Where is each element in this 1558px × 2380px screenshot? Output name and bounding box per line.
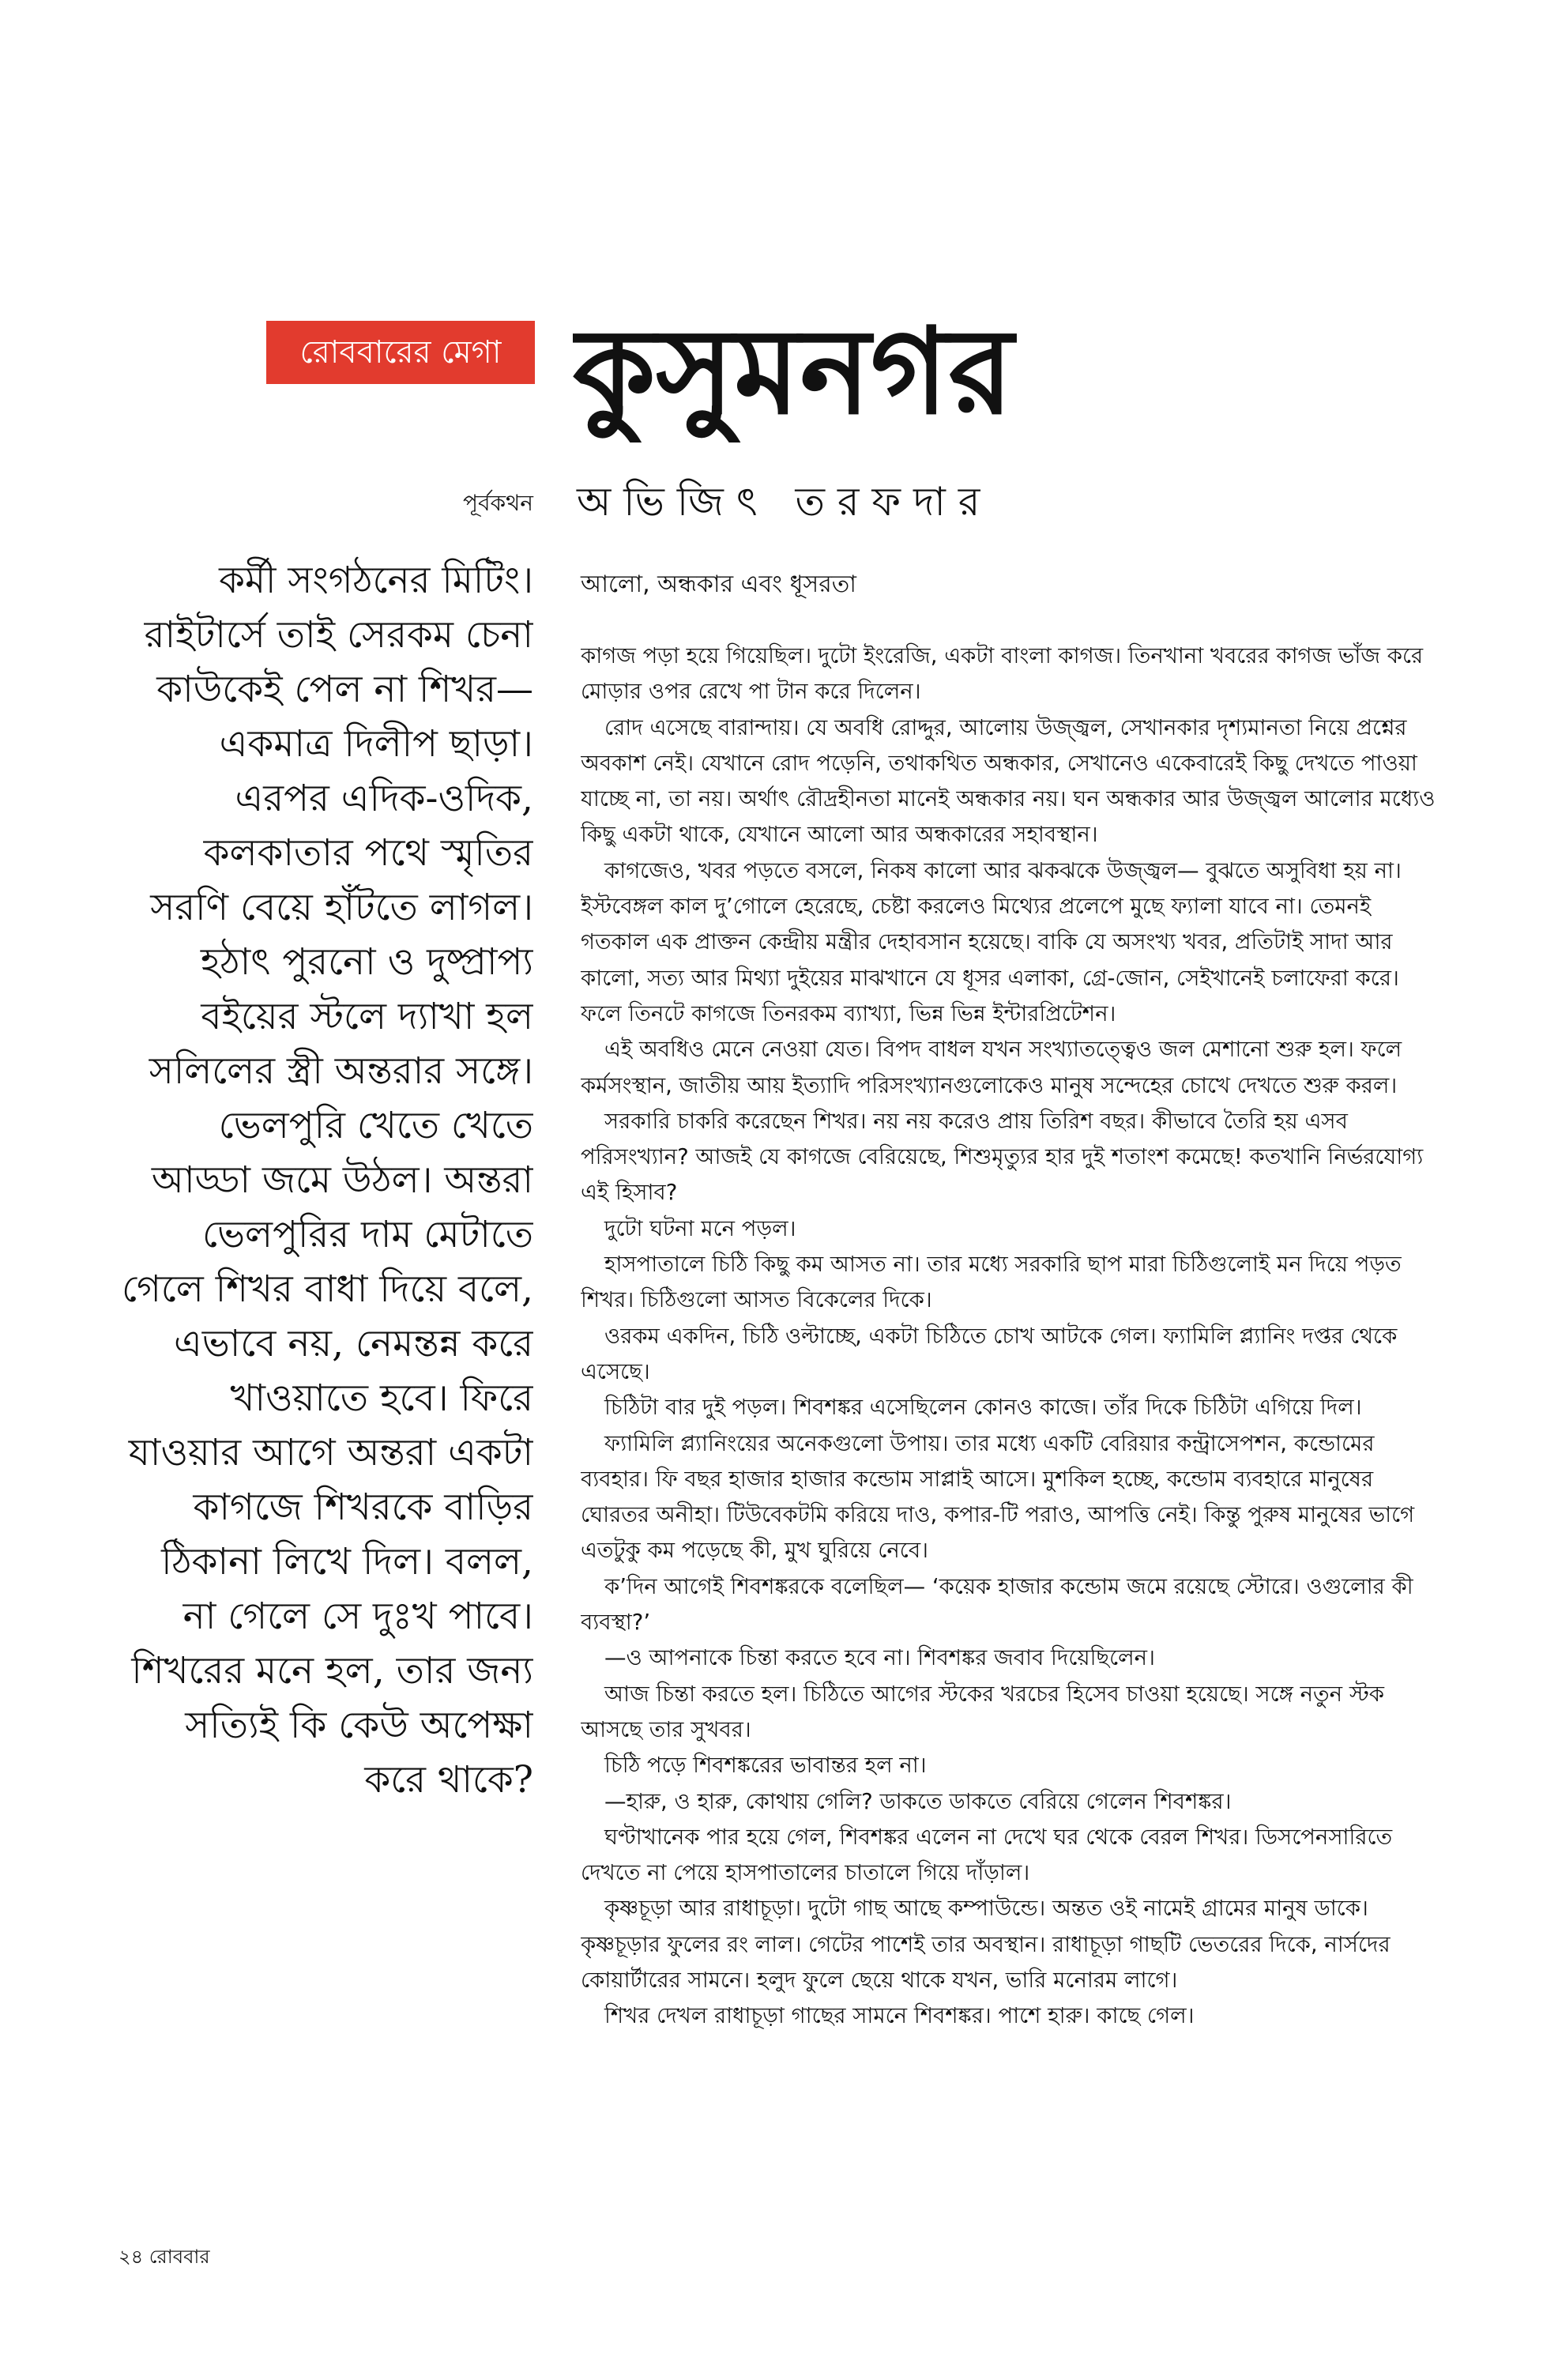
story-paragraph: আজ চিন্তা করতে হল। চিঠিতে আগের স্টকের খরচের হিসেব চাওয়া হয়েছে। সঙ্গে নতুন স্টক আসছে তার সুখবর। — [581, 1681, 1385, 1742]
story-paragraph: —ও আপনাকে চিন্তা করতে হবে না। শিবশঙ্কর জবাব দিয়েছিলেন। — [604, 1645, 1155, 1671]
story-paragraph: ফ্যামিলি প্ল্যানিংয়ের অনেকগুলো উপায়। তার মধ্যে একটি বেরিয়ার কন্ট্রাসেপশন, কন্ডোমের ব্যবহার। ফি বছর হাজার হাজার কন্ডোম সাপ্লাই আসে। মুশকিল হচ্ছে, কন্ডোম ব্যবহারে মানুষের ঘোরতর অনীহা। টিউবেকটমি করিয়ে দাও, কপার-টি পরাও, আপত্তি নেই। কিন্তু পুরুষ মানুষের ভাগে এতটুকু কম পড়েছে কী, মুখ ঘুরিয়ে নেবে। — [581, 1430, 1415, 1564]
story-paragraph: কৃষ্ণচূড়া আর রাধাচূড়া। দুটো গাছ আছে কম্পাউন্ডে। অন্তত ওই নামেই গ্রামের মানুষ ডাকে। কৃষ্ণচূড়ার ফুলের রং লাল। গেটের পাশেই তার অবস্থান। রাধাচূড়া গাছটি ভেতরের দিকে, নার্সদের কোয়ার্টারের সামনে। হলুদ ফুলে ছেয়ে থাকে যখন, ভারি মনোরম লাগে। — [581, 1896, 1391, 1993]
story-paragraph: —হারু, ও হারু, কোথায় গেলি? ডাকতে ডাকতে বেরিয়ে গেলেন শিবশঙ্কর। — [604, 1788, 1232, 1814]
story-paragraph: সরকারি চাকরি করেছেন শিখর। নয় নয় করেও প্রায় তিরিশ বছর। কীভাবে তৈরি হয় এসব পরিসংখ্যান? আজই যে কাগজে বেরিয়েছে, শিশুমৃত্যুর হার দুই শতাংশ কমেছে! কতখানি নির্ভরযোগ্য এই হিসাব? — [581, 1108, 1424, 1206]
story-paragraph: শিখর দেখল রাধাচূড়া গাছের সামনে শিবশঙ্কর। পাশে হারু। কাছে গেল। — [604, 2003, 1195, 2029]
story-title: কুসুমনগর — [573, 302, 1014, 441]
story-paragraph: চিঠি পড়ে শিবশঙ্করের ভাবান্তর হল না। — [604, 1753, 927, 1779]
story-paragraph: কাগজ পড়া হয়ে গিয়েছিল। দুটো ইংরেজি, একটা বাংলা কাগজ। তিনখানা খবরের কাগজ ভাঁজ করে মোড়ার ওপর রেখে পা টান করে দিলেন। — [581, 643, 1424, 705]
page-folio: ২৪ রোববার — [119, 2246, 210, 2268]
story-paragraph: দুটো ঘটনা মনে পড়ল। — [604, 1215, 796, 1241]
prologue-label: পূর্বকথন — [462, 490, 533, 516]
story-paragraph: এই অবধিও মেনে নেওয়া যেত। বিপদ বাধল যখন সংখ্যাতত্ত্বেও জল মেশানো শুরু হল। ফলে কর্মসংস্থান, জাতীয় আয় ইত্যাদি পরিসংখ্যানগুলোকেও মানুষ সন্দেহের চোখে দেখতে শুরু করল। — [581, 1037, 1402, 1098]
author-byline: অভিজিৎ তরফদার — [577, 479, 993, 525]
story-paragraph: হাসপাতালে চিঠি কিছু কম আসত না। তার মধ্যে সরকারি ছাপ মারা চিঠিগুলোই মন দিয়ে পড়ত শিখর। চিঠিগুলো আসত বিকেলের দিকে। — [581, 1252, 1402, 1313]
story-paragraph: ঘণ্টাখানেক পার হয়ে গেল, শিবশঙ্কর এলেন না দেখে ঘর থেকে বেরল শিখর। ডিসপেনসারিতে দেখতে না পেয়ে হাসপাতালের চাতালে গিয়ে দাঁড়াল। — [581, 1824, 1393, 1886]
story-paragraph: ওরকম একদিন, চিঠি ওল্টাচ্ছে, একটা চিঠিতে চোখ আটকে গেল। ফ্যামিলি প্ল্যানিং দপ্তর থেকে এসেছে। — [581, 1323, 1398, 1384]
story-paragraph: কাগজেও, খবর পড়তে বসলে, নিকষ কালো আর ঝকঝকে উজ্জ্বল— বুঝতে অসুবিধা হয় না। ইস্টবেঙ্গল কাল দু’গোলে হেরেছে, চেষ্টা করলেও মিথ্যের প্রলেপে মুছে ফ্যালা যাবে না। তেমনই গতকাল এক প্রাক্তন কেন্দ্রীয় মন্ত্রীর দেহাবসান হয়েছে। বাকি যে অসংখ্য খবর, প্রতিটাই সাদা আর কালো, সত্য আর মিথ্যা দুইয়ের মাঝখানে যে ধূসর এলাকা, গ্রে-জোন, সেইখানেই চলাফেরা করে। ফলে তিনটে কাগজে তিনরকম ব্যাখ্যা, ভিন্ন ভিন্ন ইন্টারপ্রিটেশন। — [581, 857, 1402, 1026]
story-body — [581, 638, 1443, 2211]
story-paragraph: চিঠিটা বার দুই পড়ল। শিবশঙ্কর এসেছিলেন কোনও কাজে। তাঁর দিকে চিঠিটা এগিয়ে দিল। — [604, 1395, 1362, 1421]
series-badge: রোববারের মেগা — [266, 321, 535, 384]
story-paragraph: রোদ এসেছে বারান্দায়। যে অবধি রোদ্দুর, আলোয় উজ্জ্বল, সেখানকার দৃশ্যমানতা নিয়ে প্রশ্নের অবকাশ নেই। যেখানে রোদ পড়েনি, তথাকথিত অন্ধকার, সেখানেও একেবারেই কিছু দেখতে পাওয়া যাচ্ছে না, তা নয়। অর্থাৎ রৌদ্রহীনতা মানেই অন্ধকার নয়। ঘন অন্ধকার আর উজ্জ্বল আলোর মধ্যেও কিছু একটা থাকে, যেখানে আলো আর অন্ধকারের সহাবস্থান। — [581, 714, 1436, 848]
section-heading: আলো, অন্ধকার এবং ধূসরতা — [581, 571, 856, 598]
prologue-pullquote: কর্মী সংগঠনের মিটিং। রাইটার্সে তাই সেরকম চেনা কাউকেই পেল না শিখর— একমাত্র দিলীপ ছাড়া। এরপর এদিক-ওদিক, কলকাতার পথে স্মৃতির সরণি বেয়ে হাঁটতে লাগল। হঠাৎ পুরনো ও দুষ্প্রাপ্য বইয়ের স্টলে দ্যাখা হল সলিলের স্ত্রী অন্তরার সঙ্গে। ভেলপুরি খেতে খেতে আড্ডা জমে উঠল। অন্তরা ভেলপুরির দাম মেটাতে গেলে শিখর বাধা দিয়ে বলে, এভাবে নয়, নেমন্তন্ন করে খাওয়াতে হবে। ফিরে যাওয়ার আগে অন্তরা একটা কাগজে শিখরকে বাড়ির ঠিকানা লিখে দিল। বলল, না গেলে সে দুঃখ পাবে। শিখরের মনে হল, তার জন্য সত্যিই কি কেউ অপেক্ষা করে থাকে? — [122, 559, 533, 1802]
story-paragraph: ক’দিন আগেই শিবশঙ্করকে বলেছিল— ‘কয়েক হাজার কন্ডোম জমে রয়েছে স্টোরে। ওগুলোর কী ব্যবস্থা?’ — [581, 1573, 1413, 1636]
